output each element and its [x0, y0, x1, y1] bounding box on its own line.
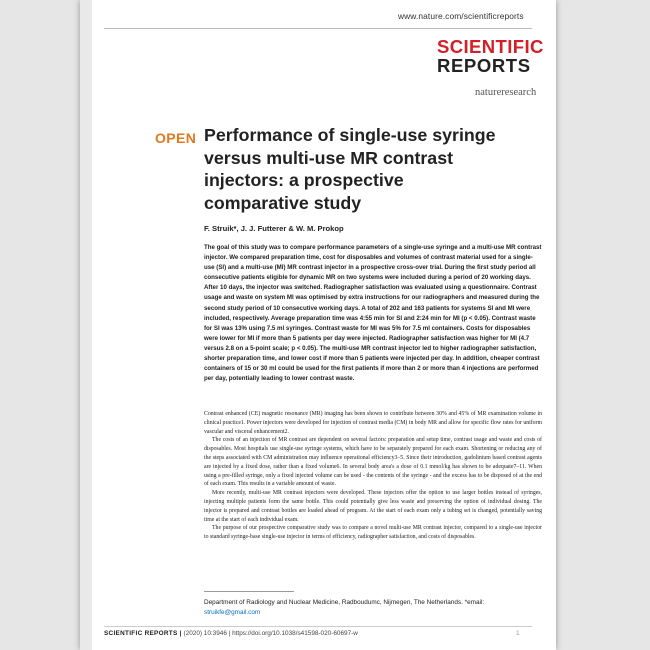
footer-rule: [104, 626, 532, 627]
affiliation-text: Department of Radiology and Nuclear Medicine, Radboudumc, Nijmegen, The Netherlands. *email:: [204, 599, 485, 606]
affiliation: [204, 598, 534, 618]
abstract: The goal of this study was to compare performance parameters of a single-use syringe and a multi-use MR contrast injector. We compared preparation time, cost for disposables and volumes of contrast material used for a single-use (SI) and a multi-use (MI) MR contrast injector in a prospective cross-over trial. During the first study period all consecutive patients eligible for dynamic MR on two systems were included during a period of 20 working days. After 10 days, the injector was switched. Radiographer satisfaction was evaluated using a questionnaire. Contrast usage and waste on system MI was optimised by extra instructions for our radiographers and measured during the second study period of 10 consecutive working days. A total of 202 and 163 patients for systems SI and MI were included, respectively. Average preparation time was 4:55 min for SI and 2:24 min for MI (p < 0.05). Contrast waste for SI was 13% using 7.5 ml syringes. Contrast waste for MI was 5% for 7.5 ml containers. Costs for disposables were lower for MI if more than 5 patients per day were injected. Radiographer satisfaction was higher for MI (4.7 versus 2.8 on a 5-point scale; p < 0.05). The multi-use MR contrast injector led to higher radiographer satisfaction, shorter preparation time, and lower cost if more than 5 patients were injected per day. In addition, cheaper contrast containers of 15 or 30 ml could be used for the first patients if more than 2 or more than 4 injections are performed per day, potentially leading to lower contrast waste.: [204, 244, 542, 383]
email-link[interactable]: struikfe@gmail.com: [204, 609, 261, 616]
author-list: F. Struik*, J. J. Futterer & W. M. Prokop: [204, 224, 344, 233]
paper-title: Performance of single-use syringe versus multi-use MR contrast injectors: a prospective comparative study: [204, 125, 496, 213]
affiliation-rule: [204, 591, 294, 592]
journal-logo-line2: REPORTS: [437, 55, 531, 76]
footer-journal: SCIENTIFIC REPORTS |: [104, 630, 182, 637]
body-paragraph: The purpose of our prospective comparative study was to compare a novel multi-use MR contrast injector, compared to a single-use injector to standard syringe-base single-use injector in terms of efficiency, radiographer satisfaction, and costs of disposables.: [204, 525, 542, 541]
publisher-logo: natureresearch: [475, 87, 537, 98]
journal-url[interactable]: www.nature.com/scientificreports: [398, 11, 524, 21]
body-paragraph: More recently, multi-use MR contrast injectors were developed. These injectors offer the option to use larger bottles instead of syringes, injecting multiple patients form the same bottle. This could potentially give less waste and preserving the option of individual dosing. The injector is prepared and contrast bottles are loaded ahead of program. At the start of each exam only a tubing set is changed, potentially saving time at the start of each individual exam.: [204, 490, 542, 523]
page-number: 1: [516, 630, 520, 637]
page-footer: [104, 630, 520, 637]
open-access-label: OPEN: [155, 130, 197, 146]
body-paragraph: The costs of an injection of MR contrast are dependent on several factors: preparation and setup time, contrast usage and waste and costs of disposables. Most hospitals use single-use syringe systems, which have to be separately prepared for each exam. Shortening or reducing any of the steps associated with CM administration may influence operational efficiency3–5. Since their introduction, gadolinium based contrast agents are injected by a fixed dose, rather than a fixed volume6. In several body area's a dose of 0.1 mmol/kg has shown to be adequate7–11. When using a pre-filled syringe, only a fixed injected volume can be used - the contents of the syringe - and the excess has to be disposed of at the end of each exam. This results in a variable amount of waste.: [204, 437, 542, 488]
body-paragraph: Contrast enhanced (CE) magnetic resonance (MR) imaging has been shown to contribute between 30% and 45% of MR examination volume in clinical practice1. Power injectors were developed for injection of contrast media (CM) in body MR and allow for specific flow rates for uniform vascular and visceral enhancement2.: [204, 411, 542, 435]
footer-citation[interactable]: (2020) 10:3946 | https://doi.org/10.1038/s41598-020-60697-w: [183, 630, 358, 637]
paper-page: [80, 0, 556, 650]
header-rule: [104, 28, 532, 29]
journal-logo-line1: SCIENTIFIC: [437, 36, 544, 57]
body-text: [204, 410, 542, 542]
